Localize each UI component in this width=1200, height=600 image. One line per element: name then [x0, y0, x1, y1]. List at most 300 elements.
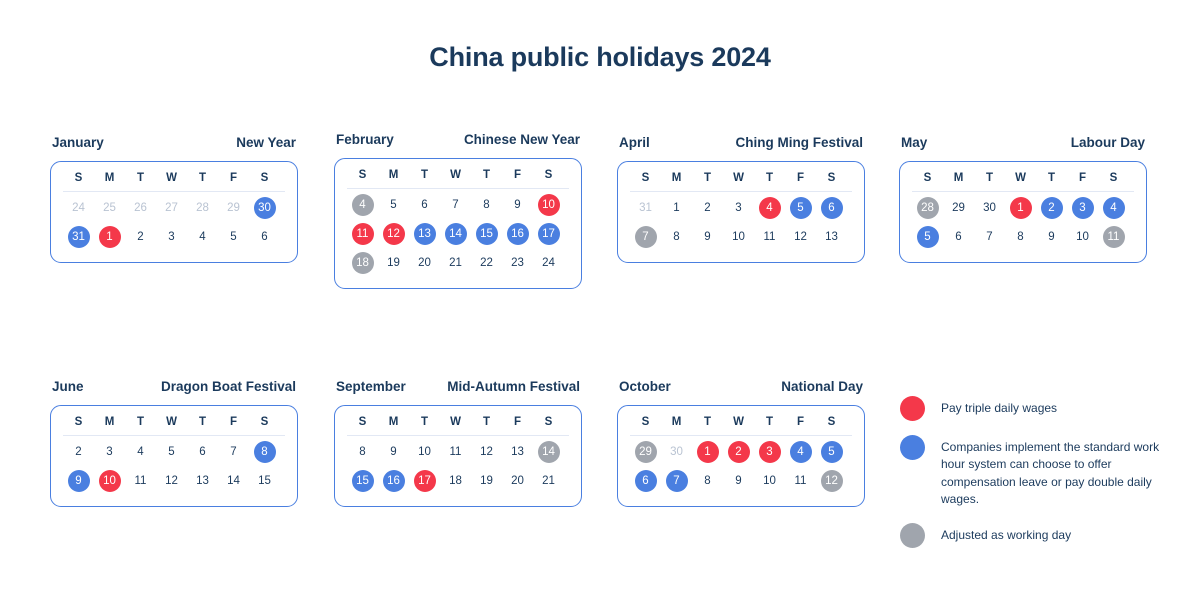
day-marker-blue: 8: [254, 441, 276, 463]
calendar-card: [617, 135, 865, 263]
calendar-day[interactable]: [661, 468, 692, 494]
calendar-day[interactable]: [1036, 195, 1067, 221]
calendar-body: [334, 405, 582, 507]
day-number: 11: [449, 446, 462, 458]
day-of-week-label: T: [765, 416, 774, 428]
month-label: October: [619, 379, 671, 394]
day-number: 21: [542, 475, 555, 487]
day-number: 10: [418, 446, 431, 458]
day-marker-blue: 15: [352, 470, 374, 492]
day-marker-red: 1: [697, 441, 719, 463]
day-number: 11: [763, 231, 776, 243]
day-of-week-label: W: [450, 416, 461, 428]
day-number: 13: [825, 231, 838, 243]
calendar-day[interactable]: [533, 221, 564, 247]
day-number: 24: [72, 202, 85, 214]
calendar-day[interactable]: [785, 195, 816, 221]
calendar-day[interactable]: [1005, 224, 1036, 250]
day-of-week-label: S: [260, 172, 269, 184]
day-marker-red: 10: [538, 194, 560, 216]
calendar-body: [617, 405, 865, 507]
day-of-week-label: S: [641, 172, 650, 184]
calendar-day[interactable]: [692, 195, 723, 221]
calendar-day[interactable]: [502, 468, 533, 494]
calendar-day[interactable]: [440, 250, 471, 276]
legend-dot-red-icon: [900, 396, 925, 421]
calendar-day[interactable]: [471, 439, 502, 465]
calendar-card: [334, 132, 582, 289]
legend-text: Pay triple daily wages: [941, 401, 1058, 415]
calendar-day[interactable]: [471, 250, 502, 276]
calendar-week-row: [347, 192, 569, 218]
day-number: 20: [511, 475, 524, 487]
calendar-header: [899, 135, 1147, 150]
day-number: 5: [168, 446, 175, 458]
calendar-day[interactable]: [816, 195, 847, 221]
legend-item: [900, 523, 1170, 548]
day-of-week-row: [63, 172, 285, 192]
day-number: 31: [639, 202, 652, 214]
day-marker-blue: 4: [1103, 197, 1125, 219]
calendar-day[interactable]: [754, 195, 785, 221]
day-marker-blue: 2: [1041, 197, 1063, 219]
calendar-day[interactable]: [249, 224, 280, 250]
day-of-week-label: M: [953, 172, 964, 184]
calendar-day[interactable]: [723, 224, 754, 250]
day-of-week-row: [630, 172, 852, 192]
day-number: 5: [390, 199, 397, 211]
day-number: 28: [196, 202, 209, 214]
day-number: 2: [75, 446, 82, 458]
day-marker-gray: 11: [1103, 226, 1125, 248]
calendar-day[interactable]: [347, 221, 378, 247]
calendar-day[interactable]: [692, 468, 723, 494]
calendar-day[interactable]: [502, 192, 533, 218]
day-marker-blue: 17: [538, 223, 560, 245]
calendar-card: [899, 135, 1147, 263]
day-of-week-row: [63, 416, 285, 436]
day-of-week-label: M: [388, 169, 399, 181]
calendar-day[interactable]: [63, 439, 94, 465]
calendar-day[interactable]: [1036, 224, 1067, 250]
calendar-day[interactable]: [347, 468, 378, 494]
calendar-day[interactable]: [440, 439, 471, 465]
calendar-card: [334, 379, 582, 507]
calendar-body: [50, 161, 298, 263]
day-number: 7: [452, 199, 459, 211]
calendar-header: [617, 379, 865, 394]
day-marker-blue: 3: [1072, 197, 1094, 219]
calendar-day[interactable]: [249, 195, 280, 221]
calendar-day[interactable]: [943, 224, 974, 250]
calendar-week-row: [347, 250, 569, 276]
calendar-day[interactable]: [816, 439, 847, 465]
day-marker-blue: 13: [414, 223, 436, 245]
calendar-day[interactable]: [187, 468, 218, 494]
calendar-day[interactable]: [440, 221, 471, 247]
calendar-day[interactable]: [630, 195, 661, 221]
calendar-day[interactable]: [1005, 195, 1036, 221]
day-of-week-label: M: [388, 416, 399, 428]
day-of-week-label: S: [827, 416, 836, 428]
calendar-day[interactable]: [440, 192, 471, 218]
day-marker-blue: 4: [790, 441, 812, 463]
day-marker-blue: 15: [476, 223, 498, 245]
day-of-week-label: T: [482, 169, 491, 181]
calendar-day[interactable]: [661, 224, 692, 250]
calendar-day[interactable]: [409, 221, 440, 247]
calendar-day[interactable]: [218, 195, 249, 221]
calendar-day[interactable]: [974, 224, 1005, 250]
calendar-day[interactable]: [471, 468, 502, 494]
calendar-day[interactable]: [409, 439, 440, 465]
calendar-week-row: [630, 224, 852, 250]
calendar-day[interactable]: [125, 468, 156, 494]
calendar-day[interactable]: [187, 195, 218, 221]
calendar-day[interactable]: [125, 224, 156, 250]
calendar-day[interactable]: [630, 468, 661, 494]
calendar-day[interactable]: [533, 192, 564, 218]
day-marker-red: 12: [383, 223, 405, 245]
calendar-day[interactable]: [378, 192, 409, 218]
calendar-day[interactable]: [94, 224, 125, 250]
calendar-day[interactable]: [692, 224, 723, 250]
day-number: 9: [514, 199, 521, 211]
day-number: 8: [483, 199, 490, 211]
day-of-week-label: S: [544, 416, 553, 428]
day-of-week-label: S: [641, 416, 650, 428]
calendar-day[interactable]: [533, 439, 564, 465]
day-of-week-row: [912, 172, 1134, 192]
day-of-week-label: W: [166, 416, 177, 428]
day-of-week-label: W: [733, 416, 744, 428]
day-number: 5: [230, 231, 237, 243]
calendar-day[interactable]: [754, 224, 785, 250]
legend-dot-gray-icon: [900, 523, 925, 548]
calendar-day[interactable]: [378, 439, 409, 465]
calendar-day[interactable]: [816, 224, 847, 250]
calendar-day[interactable]: [409, 250, 440, 276]
holiday-label: Labour Day: [1070, 135, 1145, 150]
day-marker-blue: 31: [68, 226, 90, 248]
calendar-day[interactable]: [218, 439, 249, 465]
day-number: 20: [418, 257, 431, 269]
calendar-day[interactable]: [533, 468, 564, 494]
calendar-day[interactable]: [912, 195, 943, 221]
calendar-day[interactable]: [156, 224, 187, 250]
day-marker-blue: 14: [445, 223, 467, 245]
calendar-body: [899, 161, 1147, 263]
day-marker-gray: 12: [821, 470, 843, 492]
day-number: 2: [137, 231, 144, 243]
holiday-label: Dragon Boat Festival: [160, 379, 296, 394]
day-of-week-label: W: [1015, 172, 1026, 184]
day-marker-blue: 16: [383, 470, 405, 492]
calendar-header: [334, 379, 582, 394]
legend-dot-blue-icon: [900, 435, 925, 460]
day-of-week-label: T: [420, 169, 429, 181]
day-of-week-label: M: [671, 416, 682, 428]
calendar-header: [50, 379, 298, 394]
day-number: 25: [103, 202, 116, 214]
day-marker-gray: 18: [352, 252, 374, 274]
calendar-week-row: [347, 221, 569, 247]
month-label: May: [901, 135, 928, 150]
day-number: 30: [983, 202, 996, 214]
day-of-week-label: F: [513, 169, 522, 181]
calendar-day[interactable]: [723, 439, 754, 465]
day-of-week-label: T: [703, 416, 712, 428]
day-number: 10: [763, 475, 776, 487]
holiday-label: Mid-Autumn Festival: [447, 379, 580, 394]
calendar-week-row: [347, 439, 569, 465]
day-of-week-label: W: [733, 172, 744, 184]
month-label: February: [336, 132, 394, 147]
day-number: 11: [134, 475, 147, 487]
day-number: 4: [199, 231, 206, 243]
day-number: 8: [359, 446, 366, 458]
day-of-week-row: [347, 416, 569, 436]
day-marker-red: 1: [99, 226, 121, 248]
day-marker-blue: 16: [507, 223, 529, 245]
day-of-week-label: T: [1047, 172, 1056, 184]
holiday-label: Chinese New Year: [463, 132, 580, 147]
calendar-week-row: [63, 195, 285, 221]
day-of-week-label: S: [923, 172, 932, 184]
day-of-week-label: T: [420, 416, 429, 428]
day-marker-blue: 5: [790, 197, 812, 219]
day-number: 26: [134, 202, 147, 214]
calendar-week-row: [912, 195, 1134, 221]
calendar-day[interactable]: [943, 195, 974, 221]
calendar-day[interactable]: [187, 439, 218, 465]
day-marker-gray: 7: [635, 226, 657, 248]
day-of-week-label: F: [229, 416, 238, 428]
day-number: 7: [230, 446, 237, 458]
day-of-week-label: S: [74, 416, 83, 428]
calendar-body: [617, 161, 865, 263]
day-of-week-label: M: [104, 416, 115, 428]
day-of-week-label: F: [1078, 172, 1087, 184]
day-number: 21: [449, 257, 462, 269]
day-of-week-label: T: [198, 172, 207, 184]
calendar-day[interactable]: [974, 195, 1005, 221]
month-label: September: [336, 379, 406, 394]
calendar-day[interactable]: [378, 468, 409, 494]
calendar-day[interactable]: [125, 439, 156, 465]
day-number: 9: [704, 231, 711, 243]
calendar-day[interactable]: [471, 192, 502, 218]
legend-item: [900, 435, 1170, 509]
day-of-week-label: M: [671, 172, 682, 184]
day-number: 13: [196, 475, 209, 487]
holiday-label: Ching Ming Festival: [735, 135, 863, 150]
calendar-day[interactable]: [502, 221, 533, 247]
day-number: 13: [511, 446, 524, 458]
day-of-week-label: S: [358, 169, 367, 181]
day-number: 8: [704, 475, 711, 487]
calendar-day[interactable]: [409, 192, 440, 218]
day-number: 22: [480, 257, 493, 269]
day-marker-blue: 7: [666, 470, 688, 492]
calendar-day[interactable]: [63, 224, 94, 250]
calendar-day[interactable]: [94, 439, 125, 465]
day-of-week-label: T: [198, 416, 207, 428]
calendar-week-row: [912, 224, 1134, 250]
day-number: 1: [673, 202, 680, 214]
day-number: 14: [227, 475, 240, 487]
calendar-day[interactable]: [94, 195, 125, 221]
calendar-day[interactable]: [630, 439, 661, 465]
day-number: 29: [952, 202, 965, 214]
day-number: 12: [165, 475, 178, 487]
calendar-day[interactable]: [723, 195, 754, 221]
calendar-day[interactable]: [249, 439, 280, 465]
day-number: 24: [542, 257, 555, 269]
calendar-day[interactable]: [816, 468, 847, 494]
calendar-day[interactable]: [156, 439, 187, 465]
day-number: 8: [1017, 231, 1024, 243]
calendar-day[interactable]: [347, 439, 378, 465]
calendar-day[interactable]: [94, 468, 125, 494]
calendar-day[interactable]: [156, 468, 187, 494]
day-number: 29: [227, 202, 240, 214]
day-number: 7: [986, 231, 993, 243]
day-number: 6: [199, 446, 206, 458]
calendar-day[interactable]: [912, 224, 943, 250]
day-of-week-label: T: [136, 416, 145, 428]
day-of-week-label: M: [104, 172, 115, 184]
day-marker-blue: 6: [635, 470, 657, 492]
calendar-day[interactable]: [187, 224, 218, 250]
day-number: 19: [387, 257, 400, 269]
calendar-day[interactable]: [785, 224, 816, 250]
calendar-week-row: [63, 468, 285, 494]
day-number: 9: [390, 446, 397, 458]
calendar-day[interactable]: [1067, 224, 1098, 250]
calendar-day[interactable]: [533, 250, 564, 276]
calendar-day[interactable]: [1067, 195, 1098, 221]
day-of-week-label: S: [260, 416, 269, 428]
day-marker-red: 4: [759, 197, 781, 219]
legend-text: Adjusted as working day: [941, 527, 1072, 542]
calendar-day[interactable]: [347, 250, 378, 276]
day-marker-red: 11: [352, 223, 374, 245]
calendar-day[interactable]: [630, 224, 661, 250]
day-marker-blue: 5: [917, 226, 939, 248]
calendar-day[interactable]: [661, 195, 692, 221]
day-number: 30: [670, 446, 683, 458]
page-title: China public holidays 2024: [429, 42, 771, 72]
calendar-day[interactable]: [785, 468, 816, 494]
day-number: 27: [165, 202, 178, 214]
calendar-day[interactable]: [347, 192, 378, 218]
calendar-day[interactable]: [502, 250, 533, 276]
calendar-body: [334, 158, 582, 289]
calendar-day[interactable]: [692, 439, 723, 465]
calendar-day[interactable]: [63, 468, 94, 494]
calendar-day[interactable]: [409, 468, 440, 494]
calendar-day[interactable]: [723, 468, 754, 494]
day-number: 4: [137, 446, 144, 458]
month-label: January: [52, 135, 104, 150]
holiday-label: National Day: [781, 379, 863, 394]
calendar-day[interactable]: [125, 195, 156, 221]
calendar-day[interactable]: [63, 195, 94, 221]
day-number: 10: [1076, 231, 1089, 243]
calendar-day[interactable]: [661, 439, 692, 465]
calendar-header: [334, 132, 582, 147]
calendar-week-row: [630, 468, 852, 494]
calendar-day[interactable]: [785, 439, 816, 465]
day-of-week-row: [347, 169, 569, 189]
day-marker-gray: 28: [917, 197, 939, 219]
calendar-day[interactable]: [378, 221, 409, 247]
day-of-week-label: W: [166, 172, 177, 184]
calendar-day[interactable]: [1098, 195, 1129, 221]
month-label: April: [619, 135, 650, 150]
calendar-card: [617, 379, 865, 507]
day-number: 6: [421, 199, 428, 211]
day-marker-red: 17: [414, 470, 436, 492]
day-number: 15: [258, 475, 271, 487]
day-of-week-label: T: [985, 172, 994, 184]
calendar-day[interactable]: [218, 224, 249, 250]
calendar-day[interactable]: [471, 221, 502, 247]
day-of-week-label: T: [765, 172, 774, 184]
calendar-day[interactable]: [754, 468, 785, 494]
day-marker-blue: 9: [68, 470, 90, 492]
calendar-card: [50, 135, 298, 263]
calendar-card: [50, 379, 298, 507]
day-of-week-label: S: [827, 172, 836, 184]
calendar-day[interactable]: [218, 468, 249, 494]
day-number: 9: [735, 475, 742, 487]
day-number: 10: [732, 231, 745, 243]
day-of-week-label: W: [450, 169, 461, 181]
calendar-day[interactable]: [754, 439, 785, 465]
day-of-week-label: F: [796, 416, 805, 428]
day-marker-blue: 30: [254, 197, 276, 219]
calendar-header: [50, 135, 298, 150]
calendar-day[interactable]: [440, 468, 471, 494]
calendar-day[interactable]: [502, 439, 533, 465]
day-of-week-label: T: [482, 416, 491, 428]
day-marker-red: 2: [728, 441, 750, 463]
day-number: 19: [480, 475, 493, 487]
day-of-week-row: [630, 416, 852, 436]
calendar-week-row: [630, 195, 852, 221]
day-marker-red: 3: [759, 441, 781, 463]
calendar-day[interactable]: [1098, 224, 1129, 250]
calendar-day[interactable]: [156, 195, 187, 221]
calendar-week-row: [630, 439, 852, 465]
calendar-week-row: [63, 224, 285, 250]
legend-item: [900, 396, 1170, 421]
calendar-header: [617, 135, 865, 150]
day-of-week-label: F: [229, 172, 238, 184]
calendar-body: [50, 405, 298, 507]
day-number: 8: [673, 231, 680, 243]
day-number: 6: [261, 231, 268, 243]
calendar-day[interactable]: [249, 468, 280, 494]
day-number: 9: [1048, 231, 1055, 243]
day-number: 3: [168, 231, 175, 243]
calendar-day[interactable]: [378, 250, 409, 276]
day-of-week-label: T: [136, 172, 145, 184]
day-marker-gray: 4: [352, 194, 374, 216]
day-number: 6: [955, 231, 962, 243]
